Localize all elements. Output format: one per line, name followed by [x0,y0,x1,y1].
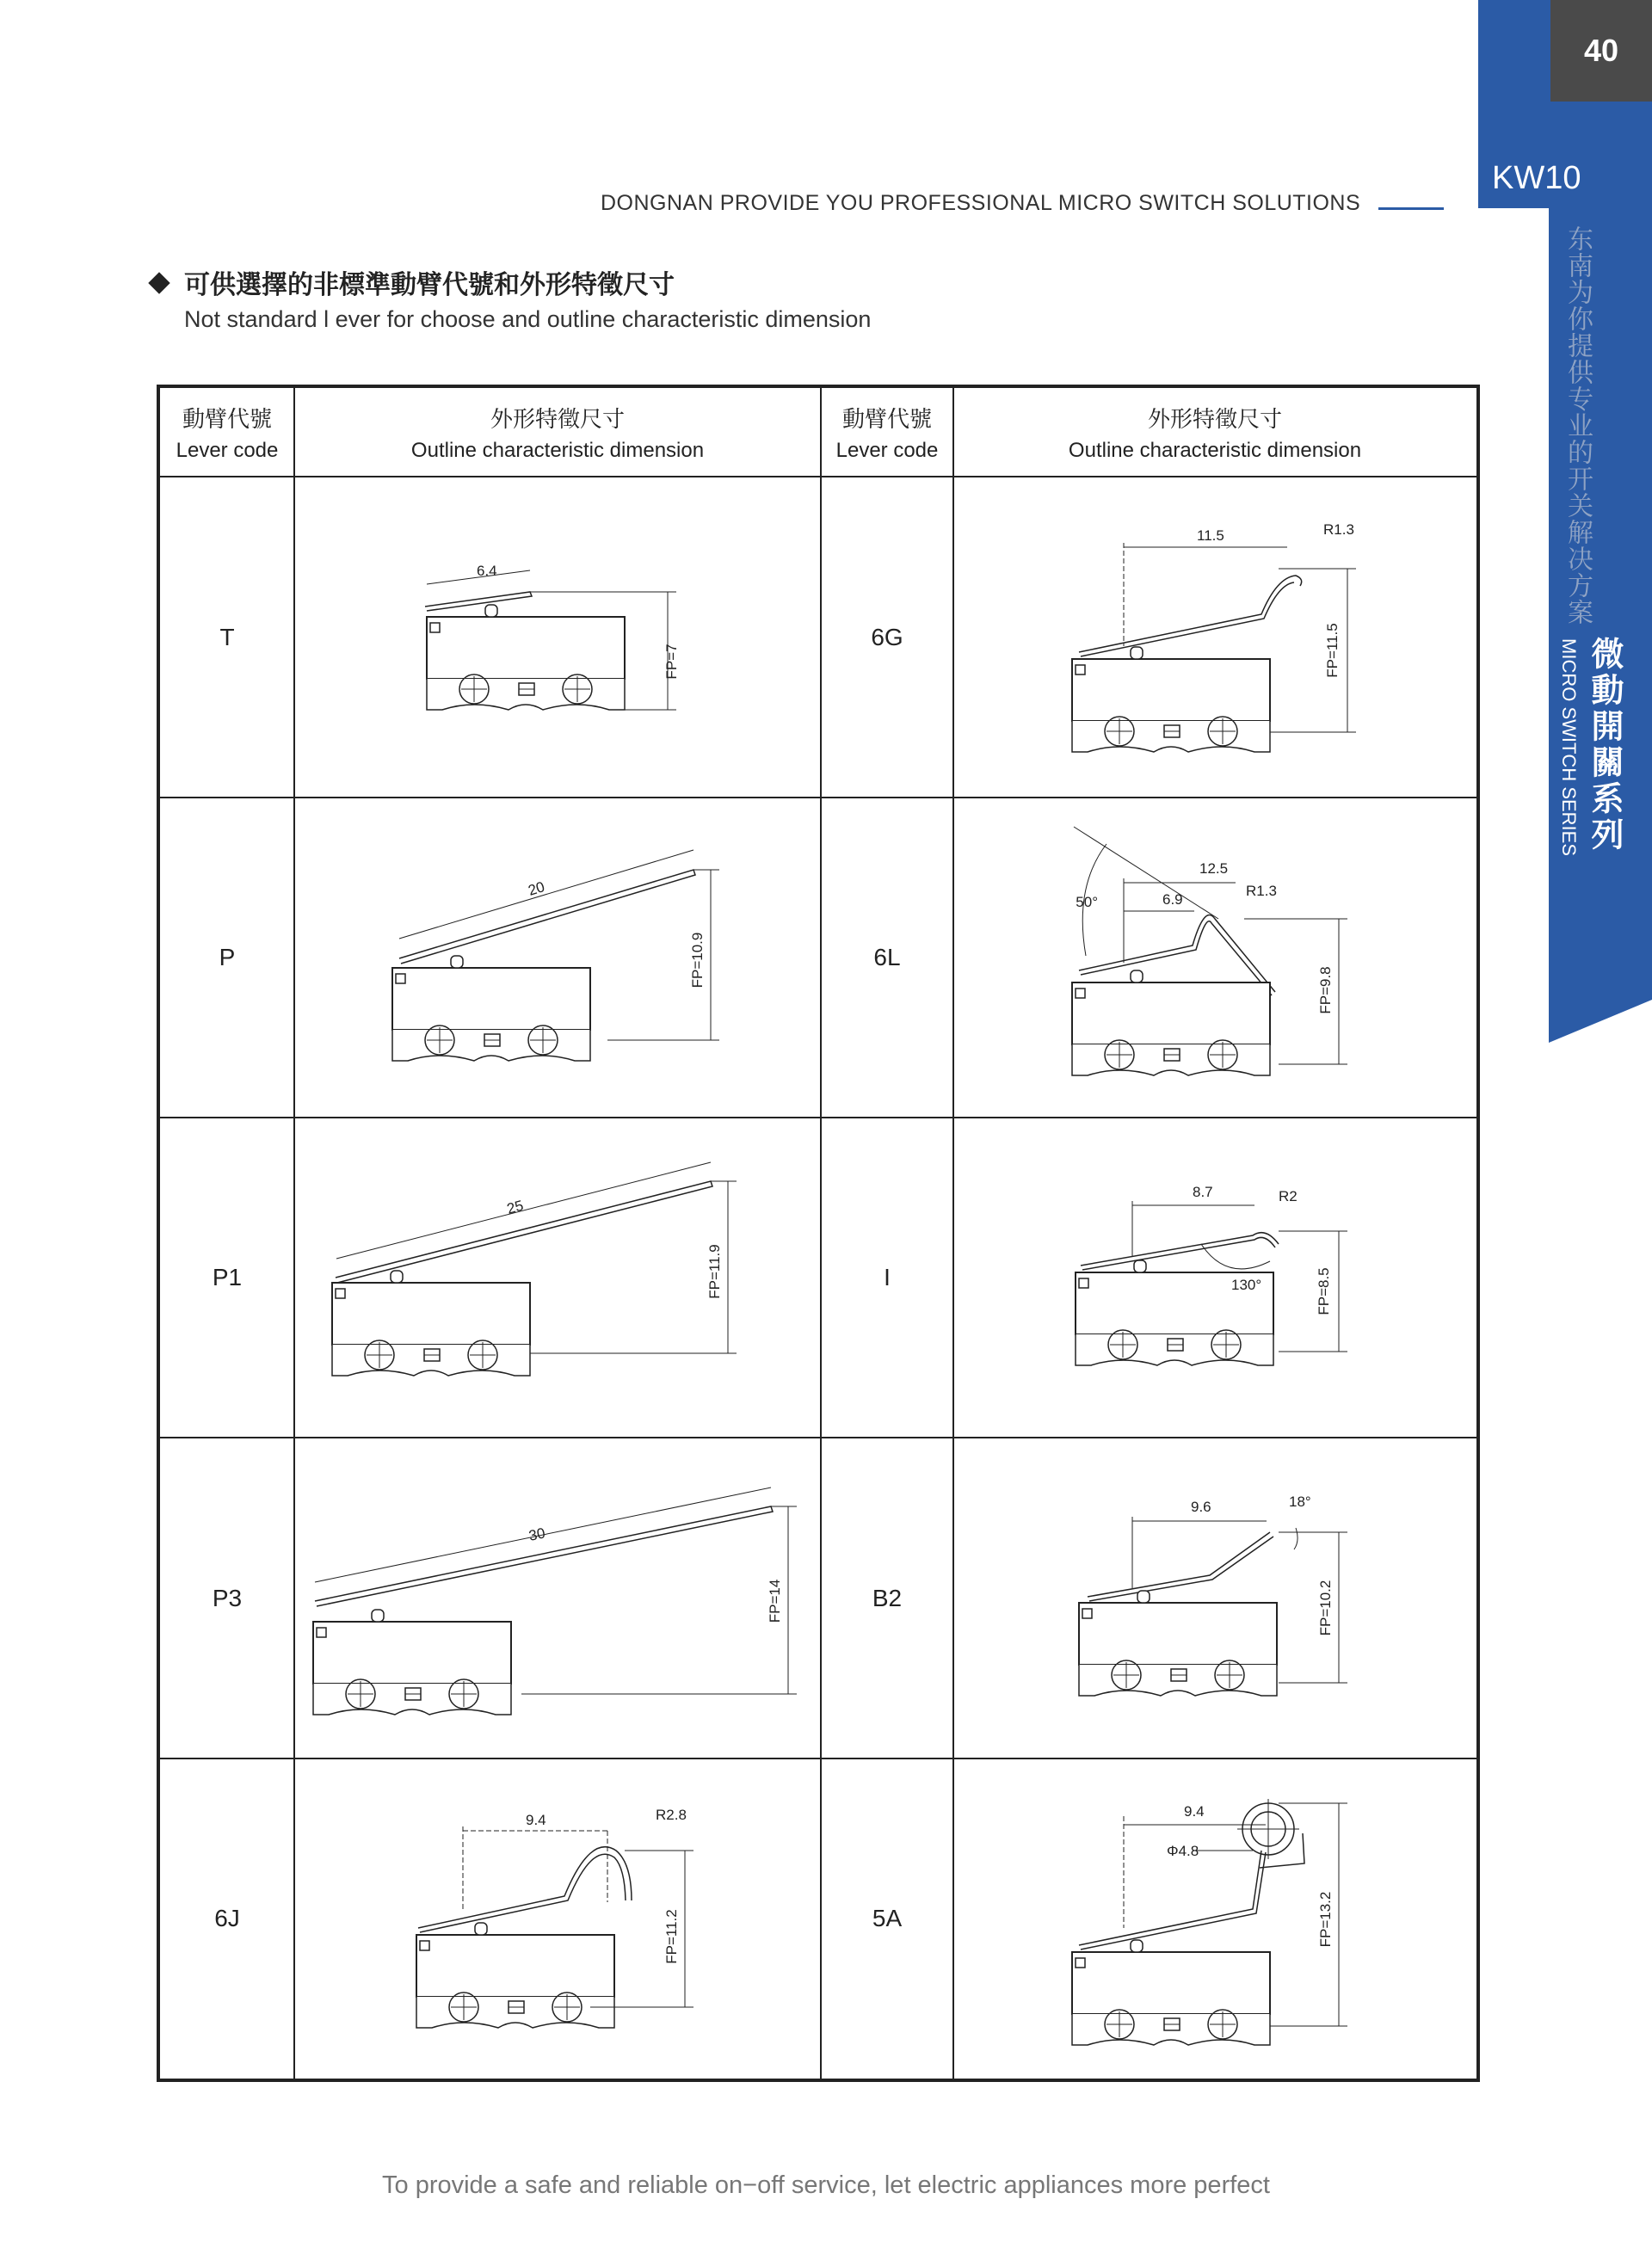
side-slogan-cn: 东南为你提供专业的开关解决方案 [1563,225,1593,625]
lever-code: 6L [873,944,901,970]
diagram-lever-5a [1072,1799,1347,2045]
dimension-label: FP=14 [767,1579,783,1623]
lever-code: B2 [872,1585,903,1611]
footer-slogan: To provide a safe and reliable on−off service, let electric appliances more perfect [382,2171,1270,2199]
lever-code: P1 [212,1264,243,1290]
dimension-label: FP=11.5 [1324,623,1341,678]
diagram-lever-6g [1072,521,1356,752]
diagram-lever-p [392,850,719,1061]
section-title [148,263,675,301]
dimension-label: FP=10.2 [1317,1580,1334,1636]
diamond-bullet-icon [148,272,170,293]
header-code-en: Lever code [176,439,279,462]
dimension-label: 25 [505,1197,526,1217]
header-slogan: DONGNAN PROVIDE YOU PROFESSIONAL MICRO SWITCH SOLUTIONS [601,191,1361,215]
header-dim-en: Outline characteristic dimension [1068,439,1362,462]
dimension-label: FP=7 [663,644,680,680]
lever-code: I [884,1264,891,1290]
dimension-label: 18° [1289,1494,1311,1510]
header-dim-cn: 外形特徵尺寸 [1147,407,1283,433]
side-series-en: MICRO SWITCH SERIES [1558,638,1580,857]
dimension-label: 11.5 [1197,527,1224,544]
header-code-cn: 動臂代號 [841,407,933,433]
lever-code: 5A [872,1905,903,1931]
diagram-lever-p3 [313,1487,797,1715]
diagram-lever-b2 [1079,1494,1347,1696]
lever-code: 6J [214,1905,240,1931]
header-dim-en: Outline characteristic dimension [410,439,705,462]
dimension-label: 6.9 [1162,891,1183,908]
dimension-label: R1.3 [1323,521,1354,538]
dimension-label: 9.4 [1184,1803,1205,1820]
dimension-label: FP=11.2 [663,1909,680,1964]
page-number: 40 [1550,0,1652,102]
dimension-label: 8.7 [1193,1184,1213,1200]
diagram-lever-i [1076,1184,1347,1365]
side-series-cn: 微動開關系列 [1586,637,1624,853]
section-title-cn: 可供選擇的非標準動臂代號和外形特徵尺寸 [184,270,675,300]
model-name: KW10 [1492,160,1581,196]
section-subtitle: Not standard l ever for choose and outline characteristic dimension [184,306,872,332]
dimension-label: 9.4 [526,1812,546,1828]
header-code-en: Lever code [835,439,939,462]
dimension-label: 6.4 [477,563,497,579]
dimension-label: 20 [526,878,547,899]
dimension-label: FP=9.8 [1317,966,1334,1014]
dimension-label: 30 [527,1524,547,1544]
dimension-label: Φ4.8 [1167,1843,1199,1859]
lever-code: P [219,944,236,970]
diagram-lever-p1 [332,1162,737,1376]
lever-code: P3 [212,1585,243,1611]
dimension-label: FP=11.9 [706,1244,723,1299]
dimension-label: FP=10.9 [689,932,706,989]
dimension-label: R1.3 [1246,883,1277,899]
lever-table [157,385,1480,2082]
dimension-label: R2.8 [656,1807,687,1823]
dimension-label: FP=13.2 [1317,1891,1334,1948]
dimension-label: FP=8.5 [1316,1267,1332,1315]
lever-code: T [219,624,235,650]
diagram-lever-6j [416,1807,693,2028]
lever-table-grid [160,388,1476,2079]
dimension-label: 9.6 [1191,1499,1211,1515]
dimension-label: 50° [1076,894,1098,910]
diagram-lever-t [425,563,680,710]
diagram-lever-6l [1072,827,1347,1075]
lever-code: 6G [871,624,903,650]
header-code-cn: 動臂代號 [182,407,273,433]
header-dim-cn: 外形特徵尺寸 [490,407,626,433]
dimension-label: 12.5 [1199,860,1229,877]
dimension-label: 130° [1231,1277,1262,1293]
dimension-label: R2 [1279,1188,1298,1204]
header-rule [1378,207,1444,210]
